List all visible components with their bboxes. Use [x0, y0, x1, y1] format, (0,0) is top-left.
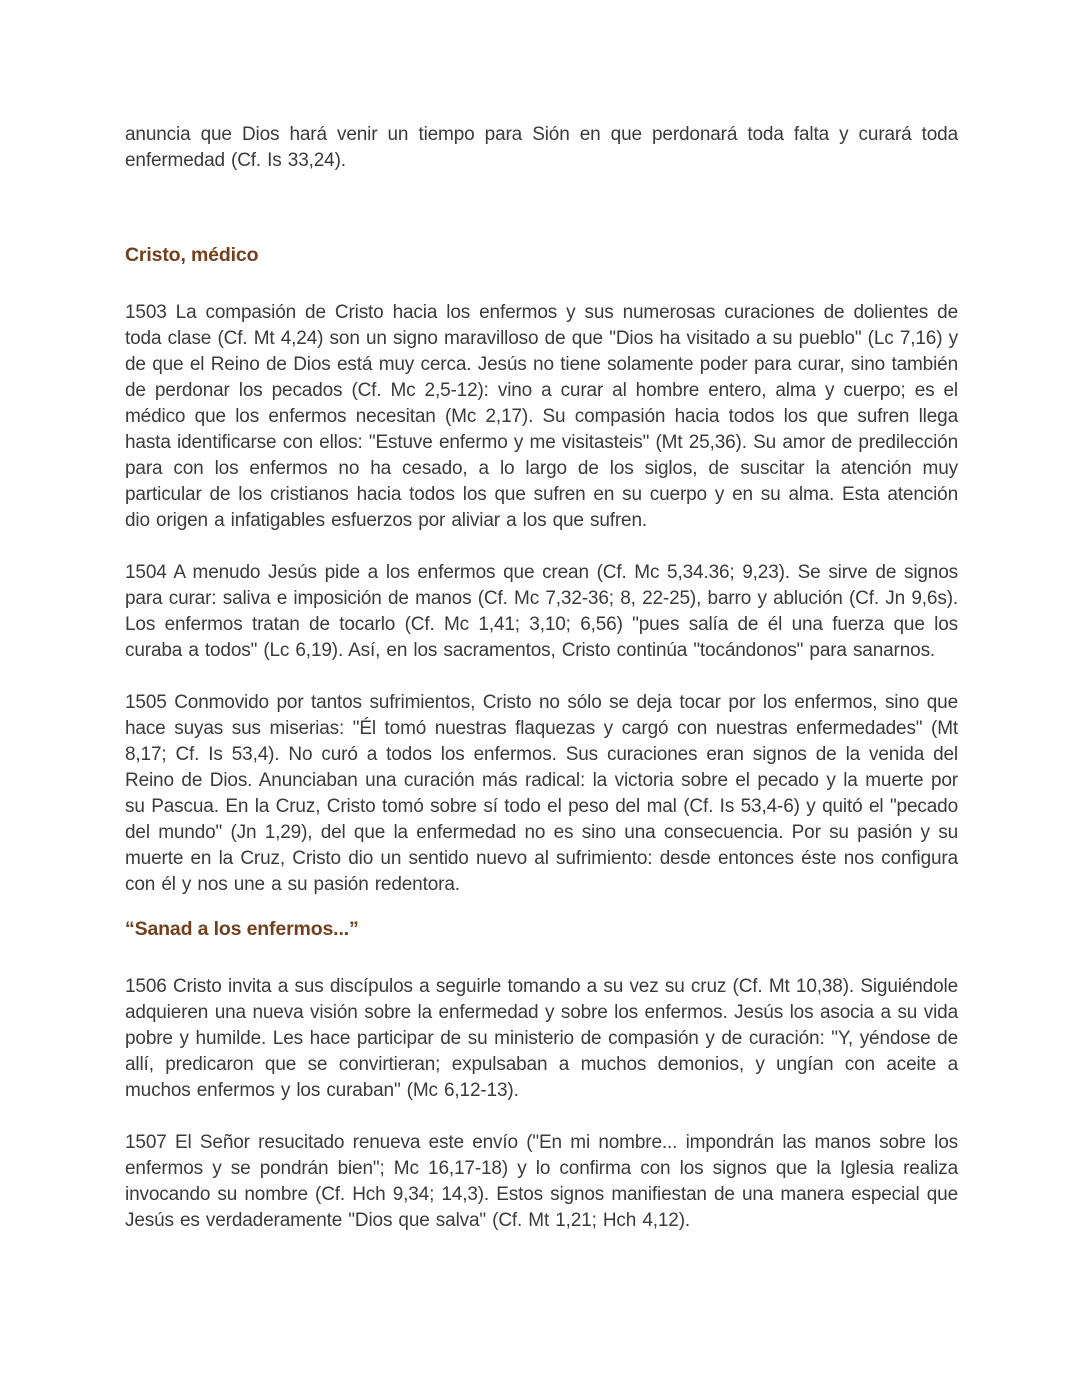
paragraph-1507: 1507 El Señor resucitado renueva este envío ("En mi nombre... impondrán las manos sobre los enfermos y se pondrán bien"; Mc 16,17-18) y lo confirma con los signos que la Iglesia realiza invocando su nombre (Cf. Hch 9,34; 14,3). Estos signos manifiestan de una manera especial que Jesús es verdaderamente "Dios que salva" (Cf. Mt 1,21; Hch 4,12). [125, 1132, 958, 1231]
paragraph-1504: 1504 A menudo Jesús pide a los enfermos que crean (Cf. Mc 5,34.36; 9,23). Se sirve de signos para curar: saliva e imposición de manos (Cf. Mc 7,32-36; 8, 22-25), barro y ablución (Cf. Jn 9,6s). Los enfermos tratan de tocarlo (Cf. Mc 1,41; 3,10; 6,56) "pues salía de él una fuerza que los curaba a todos" (Lc 6,19). Así, en los sacramentos, Cristo continúa "tocándonos" para sanarnos. [125, 562, 958, 661]
paragraph-1506: 1506 Cristo invita a sus discípulos a seguirle tomando a su vez su cruz (Cf. Mt 10,38). Siguiéndole adquieren una nueva visión sobre la enfermedad y sobre los enfermos. Jesús los asocia a su vida pobre y humilde. Les hace participar de su ministerio de compasión y de curación: "Y, yéndose de allí, predicaron que se convirtieran; expulsaban a muchos demonios, y ungían con aceite a muchos enfermos y los curaban" (Mc 6,12-13). [125, 976, 958, 1101]
section-heading-sanad-a-los-enfermos: “Sanad a los enfermos...” [125, 918, 359, 940]
paragraph-1505: 1505 Conmovido por tantos sufrimientos, Cristo no sólo se deja tocar por los enfermos, sino que hace suyas sus miserias: "Él tomó nuestras flaquezas y cargó con nuestras enfermedades" (Mt 8,17; Cf. Is 53,4). No curó a todos los enfermos. Sus curaciones eran signos de la venida del Reino de Dios. Anunciaban una curación más radical: la victoria sobre el pecado y la muerte por su Pascua. En la Cruz, Cristo tomó sobre sí todo el peso del mal (Cf. Is 53,4-6) y quitó el "pecado del mundo" (Jn 1,29), del que la enfermedad no es sino una consecuencia. Por su pasión y su muerte en la Cruz, Cristo dio un sentido nuevo al sufrimiento: desde entonces éste nos configura con él y nos une a su pasión redentora. [125, 692, 958, 895]
section-heading-cristo-medico: Cristo, médico [125, 244, 259, 266]
paragraph-1503: 1503 La compasión de Cristo hacia los enfermos y sus numerosas curaciones de dolientes de toda clase (Cf. Mt 4,24) son un signo maravilloso de que "Dios ha visitado a su pueblo" (Lc 7,16) y de que el Reino de Dios está muy cerca. Jesús no tiene solamente poder para curar, sino también de perdonar los pecados (Cf. Mc 2,5-12): vino a curar al hombre entero, alma y cuerpo; es el médico que los enfermos necesitan (Mc 2,17). Su compasión hacia todos los que sufren llega hasta identificarse con ellos: "Estuve enfermo y me visitasteis" (Mt 25,36). Su amor de predilección para con los enfermos no ha cesado, a lo largo de los siglos, de suscitar la atención muy particular de los cristianos hacia todos los que sufren en su cuerpo y en su alma. Esta atención dio origen a infatigables esfuerzos por aliviar a los que sufren. [125, 302, 958, 531]
intro-paragraph: anuncia que Dios hará venir un tiempo para Sión en que perdonará toda falta y curará toda enfermedad (Cf. Is 33,24). [125, 124, 958, 171]
